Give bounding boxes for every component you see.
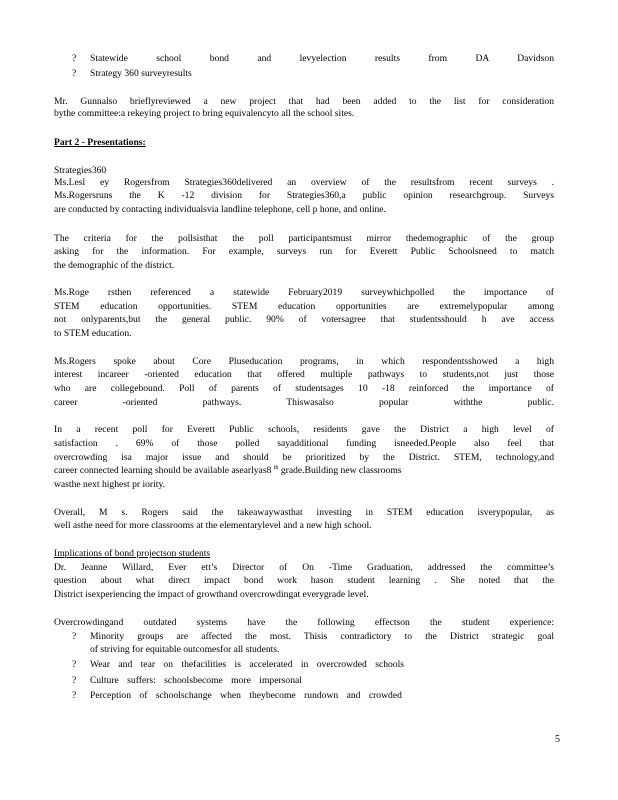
paragraph-line: Overcrowdingand outdated systems have the following effectson the student experience: (54, 617, 554, 628)
bullet-item: Strategy 360 surveyresults (90, 68, 192, 79)
subsection-label: Strategies360 (54, 165, 107, 176)
bullet-marker: ? (72, 675, 77, 686)
paragraph-line: STEM education opportunities. STEM education opportunities are extremelypopular among (54, 301, 554, 312)
paragraph-line: question about what direct impact bond work hason student learning . She noted that the (54, 575, 554, 586)
bullet-marker: ? (72, 659, 77, 670)
paragraph-line: to STEM education. (54, 328, 132, 339)
page-number: 5 (555, 734, 560, 745)
paragraph-line: bythe committee:a rekeying project to bring equivalencyto all the school sites. (54, 108, 355, 119)
paragraph-line: Overall, M s. Rogers said the takeawaywasthat investing in STEM education isverypopular, as (54, 507, 554, 518)
paragraph-line: Dr. Jeanne Willard, Ever ett’s Director of On -Time Graduation, addressed the committee’s (54, 562, 554, 573)
bullet-marker: ? (72, 53, 77, 64)
paragraph-line: Ms.Lesl ey Rogersfrom Strategies360delivered an overview of the resultsfrom recent surveys . (54, 177, 554, 188)
bullet-marker: ? (72, 690, 77, 701)
line-text: grade.Building new classrooms (280, 465, 402, 476)
paragraph-line: The criteria for the pollsisthat the poll participantsmust mirror thedemographic of the group (54, 233, 554, 244)
paragraph-line: Mr. Gunnalso brieflyreviewed a new project that had been added to the list for consideration (54, 96, 554, 107)
paragraph-line: the demographic of the district. (54, 260, 175, 271)
paragraph-line: well asthe need for more classrooms at the elementarylevel and a new high school. (54, 520, 372, 531)
bullet-marker: ? (72, 631, 77, 642)
bullet-item: Culture suffers: schoolsbecome more impersonal (90, 675, 302, 686)
paragraph-line: wasthe next highest pr iority. (54, 479, 166, 490)
paragraph-line: asking for the information. For example, surveys run for Everett Public Schoolsneed to match (54, 246, 554, 257)
paragraph-line: Ms.Rogers spoke about Core Pluseducation programs, in which respondentsshowed a high (54, 356, 554, 367)
bullet-item: Minority groups are affected the most. Thisis contradictory to the District strategic goal (90, 631, 554, 642)
paragraph-line: overcrowding isa major issue and should be prioritized by the District. STEM, technology,and (54, 452, 554, 463)
ordinal-superscript: th (273, 465, 279, 471)
paragraph-line: interest incareer -oriented education that offered multiple pathways to students,not just those (54, 369, 554, 380)
bullet-item: Perception of schoolschange when theybecome rundown and crowded (90, 690, 402, 701)
paragraph-line: career -oriented pathways. Thiswasalso popular withthe public. (54, 397, 554, 408)
paragraph-line: not onlyparents,but the general public. 90% of votersagree that studentsshould h ave access (54, 314, 554, 325)
section-heading: Part 2 - Presentations: (54, 137, 146, 148)
section-heading: Implications of bond projectson students (54, 548, 211, 559)
paragraph-line: Ms.Rogersruns the K -12 division for Strategies360,a public opinion researchgroup. Surveys (54, 190, 554, 201)
paragraph-line: who are collegebound. Poll of parents of studentsages 10 -18 reinforced the importance of (54, 383, 554, 394)
paragraph-line (54, 465, 554, 476)
bullet-item: Statewide school bond and levyelection results from DA Davidson (90, 53, 554, 64)
paragraph-line: In a recent poll for Everett Public schools, residents gave the District a high level of (54, 424, 554, 435)
bullet-marker: ? (72, 68, 77, 79)
bullet-item: Wear and tear on thefacilities is accelerated in overcrowded schools (90, 659, 405, 670)
paragraph-line: Ms.Roge rsthen referenced a statewide February2019 surveywhichpolled the importance of (54, 287, 554, 298)
bullet-item-continuation: of striving for equitable outcomesfor all students. (90, 644, 280, 655)
paragraph-line: are conducted by contacting individualsvia landline telephone, cell p hone, and online. (54, 204, 386, 215)
paragraph-line: District isexperiencing the impact of growthand overcrowdingat everygrade level. (54, 589, 369, 600)
paragraph-line: satisfaction . 69% of those polled sayadditional funding isneeded.People also feel that (54, 438, 554, 449)
line-text: career connected learning should be available asearlyas8 (54, 465, 272, 476)
